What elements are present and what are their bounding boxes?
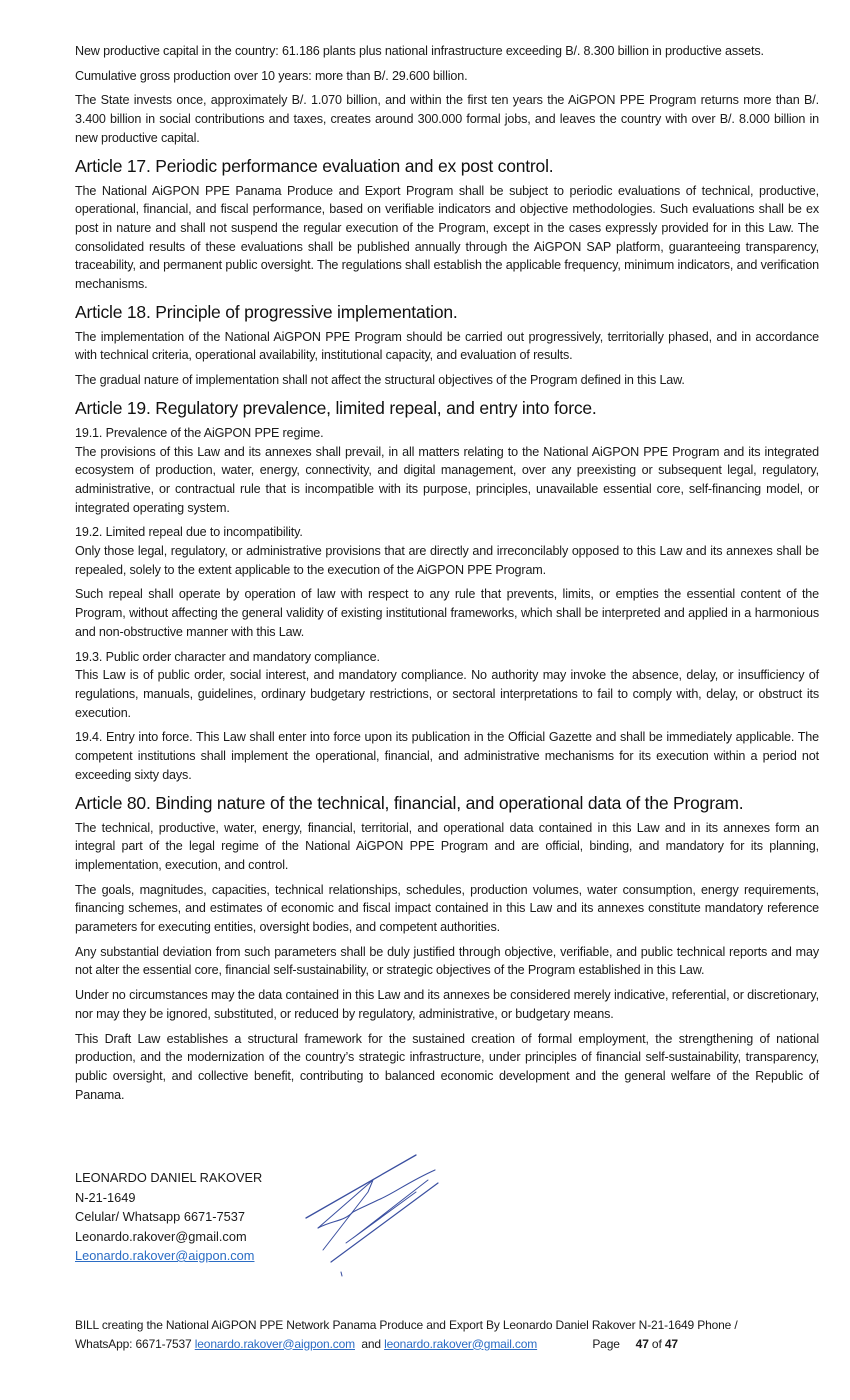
article-18-heading: Article 18. Principle of progressive implementation. <box>75 301 458 322</box>
page-total: 47 <box>664 1336 678 1351</box>
section-19-2-text: Only those legal, regulatory, or administrative provisions that are directly and irreconcilably opposed to this Law and its annexes shall be repealed, solely to the extent applicable to the execution of the AiGPON PPE Program. <box>75 544 819 577</box>
section-19-3-heading: 19.3. Public order character and mandatory compliance. <box>75 649 380 664</box>
footer-email-gmail-link[interactable]: leonardo.rakover@gmail.com <box>384 1336 538 1351</box>
article-18-paragraph-2: The gradual nature of implementation shall not affect the structural objectives of the Program defined in this Law. <box>75 373 685 388</box>
page-number <box>592 1335 678 1354</box>
signer-phone: Celular/ Whatsapp 6671-7537 <box>75 1209 246 1224</box>
article-17-heading: Article 17. Periodic performance evaluation and ex post control. <box>75 155 554 176</box>
page-current: 47 <box>635 1336 649 1351</box>
article-80-paragraph-2: The goals, magnitudes, capacities, technical relationships, schedules, production volumes, water consumption, energy requirements, financing schemes, and estimates of economic and fiscal impact contained in this Law and its annexes constitute mandatory reference parameters for executing entities, oversight bodies, and competent authorities. <box>75 882 819 935</box>
article-18-paragraph-1: The implementation of the National AiGPON PPE Program should be carried out progressively, territorially phased, and in accordance with technical criteria, operational availability, institutional capacity, and evaluation of results. <box>75 329 819 363</box>
section-19-2-text-2: Such repeal shall operate by operation of law with respect to any rule that prevents, limits, or empties the essential content of the Program, without affecting the general validity of existing institutional frameworks, which shall be interpreted and applied in a harmonious and non-obstructive manner with this Law. <box>75 587 819 639</box>
page-of: of <box>651 1336 662 1351</box>
signer-email-aigpon-link[interactable]: Leonardo.rakover@aigpon.com <box>75 1248 255 1263</box>
handwritten-signature <box>298 1150 443 1280</box>
page-label: Page <box>592 1336 620 1351</box>
signer-id: N-21-1649 <box>75 1189 136 1205</box>
closing-paragraph: This Draft Law establishes a structural framework for the sustained creation of formal employment, the strengthening of national production, and the modernization of the country’s strategic infrastructure, under principles of financial self-sustainability, transparency, public oversight, and collective benefit, contributing to balanced economic development and the general welfare of the Republic of Panama. <box>75 1031 819 1102</box>
article-80-paragraph-1: The technical, productive, water, energy, financial, territorial, and operational data contained in this Law and in its annexes form an integral part of the legal regime of the National AiGPON PPE Program and are official, binding, and mandatory for its planning, implementation, execution, and control. <box>75 820 819 872</box>
intro-paragraph-investment: The State invests once, approximately B/. 1.070 billion, and within the first ten years the AiGPON PPE Program returns more than B/. 3.400 billion in social contributions and taxes, creates around 300.000 formal jobs, and leaves the country with over B/. 8.000 billion in new productive capital. <box>75 93 819 145</box>
section-19-4-text: 19.4. Entry into force. This Law shall enter into force upon its publication in the Official Gazette and shall be immediately applicable. The competent institutions shall implement the operational, financial, and administrative mechanisms for its execution within a period not exceeding sixty days. <box>75 730 819 782</box>
signer-email-gmail: Leonardo.rakover@gmail.com <box>75 1228 247 1244</box>
section-19-3-text: This Law is of public order, social interest, and mandatory compliance. No authority may invoke the absence, delay, or insufficiency of regulations, manuals, guidelines, ordinary budgetary restrictions, or sectoral interpretations to fail to comply with, delay, or obstruct its execution. <box>75 668 819 720</box>
signature-contact-block <box>75 1168 262 1266</box>
article-19-heading: Article 19. Regulatory prevalence, limited repeal, and entry into force. <box>75 397 597 418</box>
footer-email-aigpon-link[interactable]: leonardo.rakover@aigpon.com <box>194 1336 355 1351</box>
footer-whatsapp: WhatsApp: 6671-7537 <box>75 1336 195 1351</box>
signer-name: LEONARDO DANIEL RAKOVER <box>75 1170 263 1185</box>
section-19-2-heading: 19.2. Limited repeal due to incompatibility. <box>75 525 303 540</box>
page-footer <box>75 1316 815 1353</box>
intro-paragraph-capital: New productive capital in the country: 61.186 plants plus national infrastructure exceeding B/. 8.300 billion in productive assets. <box>75 44 764 58</box>
footer-line-2 <box>75 1335 815 1354</box>
article-17-paragraph: The National AiGPON PPE Panama Produce and Export Program shall be subject to periodic evaluations of technical, productive, operational, financial, and fiscal performance, based on verifiable indicators and objective methodologies. Such evaluations shall be ex post in nature and shall not suspend the regular execution of the Program, except in the cases expressly provided for in this Law. The consolidated results of these evaluations shall be published annually through the AiGPON SAP platform, guaranteeing transparency, traceability, and permanent public oversight. The regulations shall establish the applicable frequency, minimum indicators, and verification mechanisms. <box>75 183 819 292</box>
article-80-paragraph-3: Any substantial deviation from such parameters shall be duly justified through objective, verifiable, and public technical reports and may not alter the essential core, financial self-sustainability, or strategic objectives of the Program established in this Law. <box>75 944 819 978</box>
article-80-heading: Article 80. Binding nature of the technical, financial, and operational data of the Program. <box>75 792 744 813</box>
footer-and: and <box>354 1336 385 1351</box>
document-page <box>75 42 819 1104</box>
section-19-1-heading: 19.1. Prevalence of the AiGPON PPE regime. <box>75 425 324 440</box>
article-80-paragraph-4: Under no circumstances may the data contained in this Law and its annexes be considered merely indicative, referential, or discretionary, nor may they be ignored, substituted, or reduced by regulatory, administrative, or budgetary means. <box>75 988 819 1021</box>
footer-line-1: BILL creating the National AiGPON PPE Network Panama Produce and Export By Leonardo Daniel Rakover N-21-1649 Phone / <box>75 1318 738 1332</box>
section-19-1-text: The provisions of this Law and its annexes shall prevail, in all matters relating to the National AiGPON PPE Program and its integrated ecosystem of production, water, energy, connectivity, and digital management, over any preexisting or subsequent legal, regulatory, administrative, or contractual rule that is incompatible with its purpose, principles, unavailable essential core, self-financing model, or integrated operating system. <box>75 444 819 515</box>
intro-paragraph-production: Cumulative gross production over 10 years: more than B/. 29.600 billion. <box>75 68 468 83</box>
